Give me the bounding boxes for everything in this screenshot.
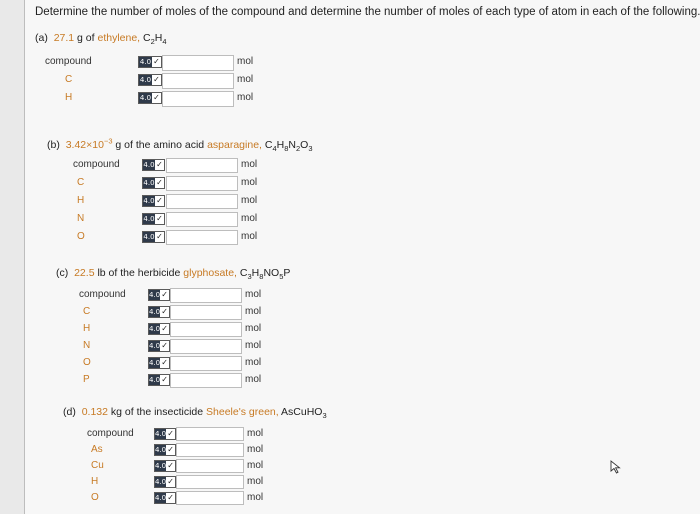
element-label: H — [83, 323, 91, 334]
score-value: 4.0 — [143, 233, 155, 241]
element-label: C — [65, 74, 73, 85]
element-label: P — [83, 374, 90, 385]
check-pencil-icon[interactable]: ✓ — [161, 290, 168, 299]
unit-label: mol — [241, 231, 258, 242]
compound-label: compound — [79, 289, 126, 300]
unit-label: mol — [241, 195, 258, 206]
amount-exponent: −3 — [103, 136, 113, 146]
check-pencil-icon[interactable]: ✓ — [156, 178, 163, 187]
element-label: O — [77, 231, 85, 242]
check-pencil-icon[interactable]: ✓ — [161, 341, 168, 350]
check-pencil-icon[interactable]: ✓ — [167, 461, 174, 470]
formula-subscript: 3 — [308, 144, 313, 154]
unit-label: mol — [245, 289, 262, 300]
check-pencil-icon[interactable]: ✓ — [161, 358, 168, 367]
formula-symbol: C — [264, 139, 273, 151]
amount-unit: kg of the insecticide — [110, 406, 204, 418]
score-badge — [148, 357, 170, 369]
compound-name: Sheele's green, — [206, 406, 279, 418]
check-pencil-icon[interactable]: ✓ — [156, 160, 163, 169]
part-b-heading — [47, 136, 313, 154]
check-pencil-icon[interactable]: ✓ — [167, 477, 174, 486]
answer-input[interactable] — [170, 373, 242, 388]
amount-unit: g of the amino acid — [115, 139, 205, 151]
unit-label: mol — [245, 306, 262, 317]
score-badge — [138, 92, 162, 104]
part-letter: (a) — [35, 32, 48, 44]
check-pencil-icon[interactable]: ✓ — [161, 324, 168, 333]
amount-value: 22.5 — [74, 267, 95, 279]
formula-symbol: P — [283, 267, 291, 279]
answer-input[interactable] — [176, 459, 244, 473]
unit-label: mol — [241, 177, 258, 188]
unit-label: mol — [247, 444, 264, 455]
part-letter: (c) — [56, 267, 69, 279]
formula-subscript: 3 — [322, 411, 327, 421]
score-value: 4.0 — [143, 161, 155, 169]
check-pencil-icon[interactable]: ✓ — [167, 445, 174, 454]
answer-input[interactable] — [162, 91, 234, 107]
chemical-formula — [143, 32, 167, 47]
amount-value: 3.42×10 — [65, 139, 104, 151]
score-badge — [142, 177, 165, 189]
score-badge — [154, 428, 176, 440]
element-label: N — [83, 340, 91, 351]
score-value: 4.0 — [149, 325, 161, 333]
formula-symbol: N — [288, 139, 296, 151]
score-value: 4.0 — [155, 478, 167, 486]
formula-symbol: NO — [263, 267, 280, 279]
score-badge — [148, 374, 170, 386]
score-value: 4.0 — [143, 197, 155, 205]
unit-label: mol — [237, 74, 254, 85]
unit-label: mol — [245, 323, 262, 334]
chemical-formula — [264, 139, 313, 154]
unit-label: mol — [247, 476, 264, 487]
score-badge — [154, 460, 176, 472]
element-label: O — [83, 357, 91, 368]
answer-input[interactable] — [170, 322, 242, 337]
answer-input[interactable] — [166, 194, 238, 209]
element-label: H — [77, 195, 85, 206]
unit-label: mol — [245, 340, 262, 351]
score-value: 4.0 — [155, 430, 167, 438]
part-letter: (d) — [63, 406, 76, 418]
chemical-formula — [239, 267, 291, 282]
compound-label: compound — [87, 428, 134, 439]
score-badge — [142, 231, 165, 243]
formula-symbol: C — [239, 267, 248, 279]
unit-label: mol — [245, 374, 262, 385]
answer-input[interactable] — [162, 55, 234, 71]
score-badge — [138, 56, 162, 68]
element-label: Cu — [91, 460, 104, 471]
compound-name: asparagine, — [207, 139, 262, 151]
formula-symbol: H — [276, 139, 285, 151]
unit-label: mol — [247, 492, 264, 503]
element-label: N — [77, 213, 85, 224]
check-pencil-icon[interactable]: ✓ — [153, 93, 160, 102]
score-value: 4.0 — [149, 308, 161, 316]
score-value: 4.0 — [143, 179, 155, 187]
unit-label: mol — [241, 213, 258, 224]
unit-label: mol — [237, 56, 254, 67]
answer-input[interactable] — [170, 356, 242, 371]
formula-symbol: H — [251, 267, 260, 279]
part-c-heading — [56, 267, 291, 282]
unit-label: mol — [245, 357, 262, 368]
score-value: 4.0 — [155, 446, 167, 454]
question-prompt: Determine the number of moles of the compound and determine the number of moles of each type of atom in each of the following. — [35, 6, 700, 18]
part-a-heading — [35, 32, 167, 47]
score-badge — [148, 306, 170, 318]
check-pencil-icon[interactable]: ✓ — [161, 307, 168, 316]
check-pencil-icon[interactable]: ✓ — [153, 57, 160, 66]
formula-symbol: H — [154, 32, 163, 44]
score-value: 4.0 — [149, 359, 161, 367]
unit-label: mol — [247, 428, 264, 439]
score-badge — [154, 476, 176, 488]
element-label: H — [91, 476, 99, 487]
score-value: 4.0 — [155, 462, 167, 470]
element-label: C — [77, 177, 85, 188]
formula-subscript: 5 — [279, 272, 284, 282]
compound-name: ethylene, — [97, 32, 141, 44]
mouse-cursor-icon — [610, 460, 622, 474]
element-label: As — [91, 444, 103, 455]
answer-input[interactable] — [170, 339, 242, 354]
compound-label: compound — [45, 56, 92, 67]
score-value: 4.0 — [139, 58, 152, 66]
score-badge — [142, 195, 165, 207]
answer-input[interactable] — [176, 427, 244, 441]
compound-label: compound — [73, 159, 120, 170]
unit-label: mol — [247, 460, 264, 471]
check-pencil-icon[interactable]: ✓ — [167, 429, 174, 438]
unit-label: mol — [241, 159, 258, 170]
check-pencil-icon[interactable]: ✓ — [156, 232, 163, 241]
amount-unit: lb of the herbicide — [97, 267, 181, 279]
formula-subscript: 4 — [162, 37, 167, 47]
score-badge — [148, 340, 170, 352]
score-value: 4.0 — [143, 215, 155, 223]
amount-unit: g of — [77, 32, 95, 44]
formula-symbol: C — [143, 32, 151, 44]
score-value: 4.0 — [149, 291, 161, 299]
element-label: O — [91, 492, 99, 503]
answer-input[interactable] — [166, 212, 238, 227]
formula-subscript: 4 — [272, 144, 277, 154]
formula-symbol: O — [300, 139, 309, 151]
check-pencil-icon[interactable]: ✓ — [153, 75, 160, 84]
answer-input[interactable] — [176, 443, 244, 457]
amount-value: 0.132 — [81, 406, 108, 418]
formula-subscript: 8 — [284, 144, 289, 154]
answer-input[interactable] — [166, 230, 238, 245]
score-badge — [154, 444, 176, 456]
score-badge — [142, 213, 165, 225]
chemical-formula — [281, 406, 327, 421]
answer-input[interactable] — [166, 158, 238, 173]
element-label: H — [65, 92, 73, 103]
check-pencil-icon[interactable]: ✓ — [167, 493, 174, 502]
answer-input[interactable] — [170, 288, 242, 303]
formula-subscript: 2 — [296, 144, 301, 154]
score-badge — [138, 74, 162, 86]
score-badge — [148, 289, 170, 301]
answer-input[interactable] — [176, 475, 244, 489]
formula-subscript: 3 — [247, 272, 252, 282]
score-value: 4.0 — [149, 342, 161, 350]
answer-input[interactable] — [162, 73, 234, 89]
answer-input[interactable] — [170, 305, 242, 320]
score-value: 4.0 — [139, 76, 152, 84]
amount-value: 27.1 — [53, 32, 75, 44]
check-pencil-icon[interactable]: ✓ — [161, 375, 168, 384]
unit-label: mol — [237, 92, 254, 103]
score-badge — [154, 492, 176, 504]
check-pencil-icon[interactable]: ✓ — [156, 214, 163, 223]
formula-subscript: 2 — [150, 37, 155, 47]
answer-input[interactable] — [176, 491, 244, 505]
formula-subscript: 8 — [259, 272, 264, 282]
answer-input[interactable] — [166, 176, 238, 191]
compound-name: glyphosate, — [183, 267, 237, 279]
score-badge — [142, 159, 165, 171]
question-panel — [24, 0, 700, 514]
score-value: 4.0 — [149, 376, 161, 384]
part-d-heading — [63, 406, 327, 421]
score-value: 4.0 — [139, 94, 152, 102]
check-pencil-icon[interactable]: ✓ — [156, 196, 163, 205]
score-badge — [148, 323, 170, 335]
part-letter: (b) — [47, 139, 60, 151]
score-value: 4.0 — [155, 494, 167, 502]
element-label: C — [83, 306, 91, 317]
formula-symbol: AsCuHO — [281, 406, 323, 418]
